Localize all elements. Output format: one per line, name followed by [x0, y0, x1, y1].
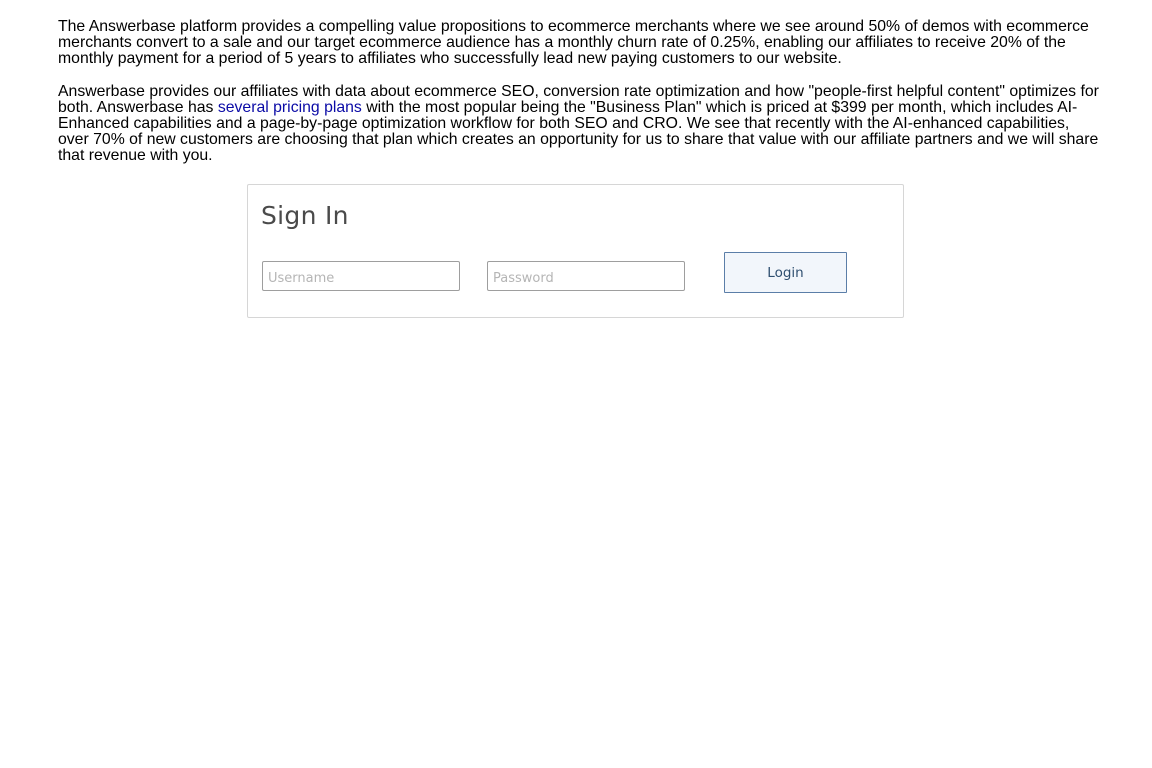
pricing-paragraph-text-end: with the most popular being the "Business Plan" which is priced at $399 per month, which includes AI-Enhanced capabilities and a page-by-page optimization workflow for both SEO and CRO. We see that recently with the AI-enhanced capabilities, over 70% of new customers are choosing that plan which creates an opportunity for us to share that value with our affiliate partners and we will share that revenue with you.: [58, 98, 1099, 165]
sign-in-title: Sign In: [261, 201, 349, 230]
affiliate-info-text: [58, 19, 1103, 181]
login-button[interactable]: Login: [724, 252, 847, 293]
sign-in-form: [247, 184, 904, 318]
intro-paragraph: The Answerbase platform provides a compelling value propositions to ecommerce merchants where we see around 50% of demos with ecommerce merchants convert to a sale and our target ecommerce audience has a monthly churn rate of 0.25%, enabling our affiliates to receive 20% of the monthly payment for a period of 5 years to affiliates who successfully lead new paying customers to our website.: [58, 18, 1089, 68]
pricing-paragraph-text-start: Answerbase provides our affiliates with data about ecommerce SEO, conversion rate optimization and how "people-first helpful content" optimizes for both. Answerbase has: [58, 82, 1099, 116]
pricing-plans-link[interactable]: several pricing plans: [217, 98, 362, 116]
username-input[interactable]: [262, 261, 460, 291]
password-input[interactable]: [487, 261, 685, 291]
pricing-paragraph: [58, 84, 1103, 165]
